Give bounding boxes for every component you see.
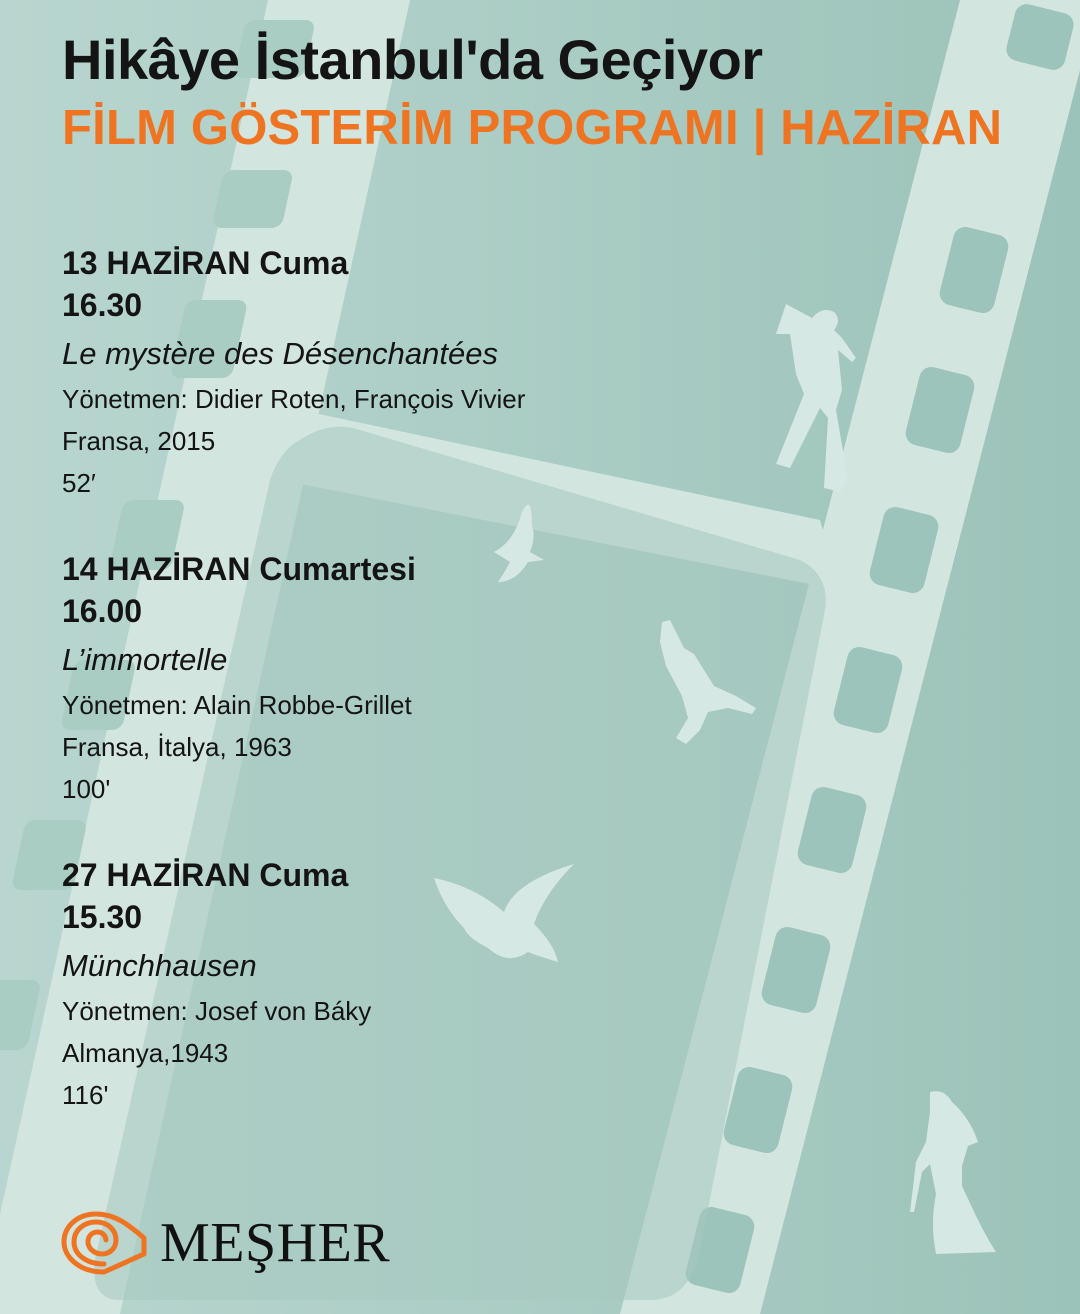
film-director: Yönetmen: Didier Roten, François Vivier: [62, 384, 526, 414]
film-title: Münchhausen: [62, 948, 257, 983]
mesher-spiral-logo: [58, 1208, 150, 1278]
film-director: Yönetmen: Josef von Báky: [62, 996, 372, 1026]
brand-wordmark: MEŞHER: [160, 1212, 391, 1274]
page-title: Hikâye İstanbul'da Geçiyor: [62, 28, 763, 91]
film-duration: 116': [62, 1080, 109, 1110]
film-country-year: Fransa, 2015: [62, 426, 216, 456]
screening-date: 13 HAZİRAN Cuma: [62, 245, 349, 281]
film-duration: 52′: [62, 468, 96, 498]
film-title: Le mystère des Désenchantées: [62, 336, 498, 371]
screening-time: 16.00: [62, 593, 143, 629]
screening-1: [62, 242, 525, 504]
film-director: Yönetmen: Alain Robbe-Grillet: [62, 690, 412, 720]
page-subtitle: FİLM GÖSTERİM PROGRAMI | HAZİRAN: [62, 101, 1003, 155]
film-duration: 100': [62, 774, 111, 804]
screening-3: [62, 854, 371, 1116]
screening-date: 27 HAZİRAN Cuma: [62, 857, 349, 893]
screening-time: 16.30: [62, 287, 143, 323]
footer-logo: [58, 1208, 390, 1278]
film-title: L’immortelle: [62, 642, 228, 677]
screening-time: 15.30: [62, 899, 143, 935]
screening-date: 14 HAZİRAN Cumartesi: [62, 551, 416, 587]
screening-2: [62, 548, 416, 810]
film-country-year: Almanya,1943: [62, 1038, 229, 1068]
film-country-year: Fransa, İtalya, 1963: [62, 732, 292, 762]
